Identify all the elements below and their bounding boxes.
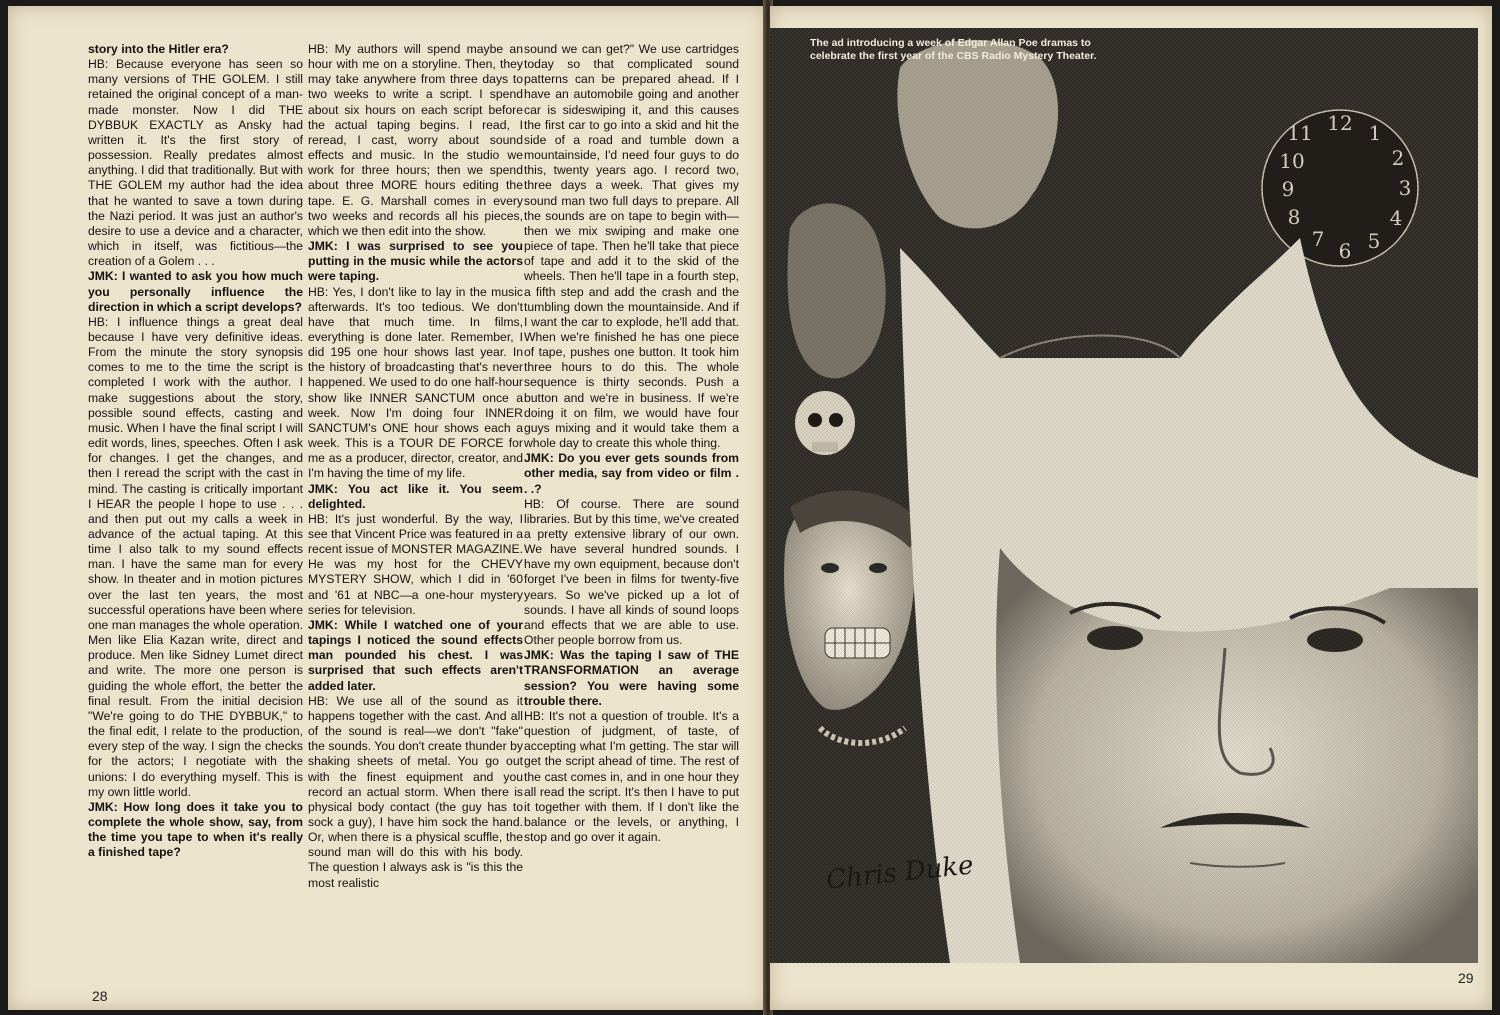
clock-numeral: 11 xyxy=(1287,121,1313,145)
interview-answer: sound we can get?" We use cartridges today so that complicated sound patterns can be prepared ahead. If I have an automobile going and another car is sideswiping it, and this causes the first car to go into a skid and hit the side of a road and tumble down a mountainside, I'd need four guys to do this, twenty years ago. I record two, three days a week. That gives my sound man two full days to prepare. All the sounds are on tape to begin with—then we mix swiping and make one piece of tape. Then he'll take that piece of tape and add it to the skid of the wheels. Then he'll tape in a fourth step, a fifth step and add the crash and the tumbling down the mountainside. And if I want the car to explode, he'll add that. When we're finished he has one piece of tape, pushes one button. It took him three hours to do this. The whole sequence is thirty seconds. Push a button and we're in business. If we're doing it on film, we would have four guys mixing and it would take them a whole day to create this whole thing. xyxy=(524,42,739,451)
interview-question: JMK: How long does it take you to complete the whole show, say, from the time you tape to when it's really a finished tape? xyxy=(88,799,303,860)
caption-line-2: celebrate the first year of the CBS Radio Mystery Theater. xyxy=(810,50,1097,62)
poe-illustration xyxy=(770,28,1478,963)
clock-numeral: 1 xyxy=(1368,121,1382,145)
article-column-1 xyxy=(88,42,303,860)
interview-answer: HB: I influence things a great deal because I have very definitive ideas. From the minute the story synopsis comes to me to the time the script is completed I work with the author. I make suggestions about the story, possible sound effects, casting and music. When I have the final script I will edit words, lines, speeches. Often I ask for changes. I get the changes, and then I reread the script with the cast in mind. The casting is critically important I HEAR the people I hope to use . . . and then put out my calls a week in advance of the actual taping. At this time I also talk to my sound effects man. I have the same man for every show. In theater and in motion pictures over the last ten years, the most successful operations have been where one man manages the whole operation. Men like Elia Kazan write, direct and produce. Men like Sidney Lumet direct and write. The more one person is guiding the whole effort, the better the final result. From the initial decision "We're going to do THE DYBBUK," to the final edit, I relate to the production, every step of the way. I sign the checks for the actors; I negotiate with the unions: I do everything myself. This is my own little world. xyxy=(88,314,303,799)
interview-answer: HB: Because everyone has seen so many versions of THE GOLEM. I still retained the original concept of a man-made monster. Now I did THE DYBBUK EXACTLY as Ansky had written it. It's the first story of possession. Really predates almost anything. I did that traditionally. But with THE GOLEM my author had the idea that he wanted to save a town during the Nazi period. It was just an author's desire to use a device and a character, which in itself, was fictitious—the creation of a Golem . . . xyxy=(88,57,303,269)
page-number-right: 29 xyxy=(1458,970,1474,986)
interview-answer: HB: Of course. There are sound libraries. But by this time, we've created a pretty extensive library of our own. We have several hundred sounds. I have my own equipment, because don't forget I've been in films for twenty-five years. So we've picked up a lot of sounds. I have all kinds of sound loops and effects that we are able to use. Other people borrow from us. xyxy=(524,496,739,648)
clock-numeral: 3 xyxy=(1398,176,1412,200)
interview-question: JMK: Do you ever gets sounds from other media, say from video or film . . .? xyxy=(524,451,739,496)
article-column-2 xyxy=(308,42,523,891)
article-column-3 xyxy=(524,42,739,845)
interview-answer: HB: It's not a question of trouble. It's a question of judgment, of taste, of accepting what I'm getting. The star will get the script ahead of time. The rest of the cast comes in, and in one hour they all read the script. It's then I have to put it together with them. If I don't like the balance or the levels, or anything, I stop and go over it again. xyxy=(524,708,739,845)
clock-numeral: 2 xyxy=(1391,146,1405,170)
page-number-left: 28 xyxy=(92,988,108,1004)
caption-line-1: The ad introducing a week of Edgar Allan Poe dramas to xyxy=(810,37,1091,49)
clock-numeral: 10 xyxy=(1279,149,1305,173)
clock-numeral: 9 xyxy=(1281,177,1295,201)
artist-signature: Chris Duke xyxy=(824,850,975,896)
illustration-artwork xyxy=(770,28,1478,963)
interview-question: JMK: Was the taping I saw of THE TRANSFORMATION an average session? You were having some trouble there. xyxy=(524,648,739,708)
interview-question: JMK: I wanted to ask you how much you personally influence the direction in which a script develops? xyxy=(88,269,303,314)
interview-answer: HB: We use all of the sound as it happens together with the cast. And all of the sound is real—we don't "fake" the sounds. You don't create thunder by shaking sheets of metal. You go out with the finest equipment and you record an actual storm. When there is physical body contact (the guy has to sock a guy), I have him sock the hand. Or, when there is a physical scuffle, the sound man will do this with his body. The question I always ask is "is this the most realistic xyxy=(308,693,523,890)
poe-portrait xyxy=(770,28,1478,963)
interview-answer: HB: It's just wonderful. By the way, I see that Vincent Price was featured in a recent issue of MONSTER MAGAZINE. He was my host for the CHEVY MYSTERY SHOW, which I did in '60 and '61 at NBC—a one-hour mystery series for television. xyxy=(308,511,523,617)
clock-numeral: 6 xyxy=(1338,239,1352,263)
clock-numeral: 4 xyxy=(1389,206,1403,230)
interview-question: JMK: You act like it. You seem delighted. xyxy=(308,481,523,511)
interview-question: story into the Hitler era? xyxy=(88,42,229,56)
illustration-caption xyxy=(810,37,1097,63)
interview-answer: HB: Yes, I don't like to lay in the music afterwards. It's too tedious. We don't have that much time. In films, everything is done later. Remember, I did 195 one hour shows last year. In the history of broadcasting that's never happened. We used to do one half-hour show like INNER SANCTUM once a week. Now I'm doing four INNER SANCTUM's ONE hour shows each a week. This is a TOUR DE FORCE for me as a producer, director, creator, and I'm having the time of my life. xyxy=(308,284,523,481)
interview-answer: HB: My authors will spend maybe an hour with me on a storyline. Then, they may take anywhere from three days to two weeks to write a script. I spend about six hours on each script before the actual taping begins. I read, I reread, I cast, worry about sound effects and music. In the studio we work for three hours; then we spend about three MORE hours editing the tape. E. G. Marshall comes in every two weeks and records all his pieces, which we then edit into the show. xyxy=(308,42,523,238)
clock-numeral: 5 xyxy=(1367,229,1381,253)
clock-numeral: 12 xyxy=(1327,111,1353,135)
left-page xyxy=(8,6,766,1010)
interview-question: JMK: While I watched one of your tapings I noticed the sound effects man pounded his chest. I was surprised that such effects aren't added later. xyxy=(308,617,523,693)
clock-numeral: 8 xyxy=(1287,205,1301,229)
clock-numeral: 7 xyxy=(1311,227,1325,251)
interview-question: JMK: I was surprised to see you putting in the music while the actors were taping. xyxy=(308,239,523,284)
